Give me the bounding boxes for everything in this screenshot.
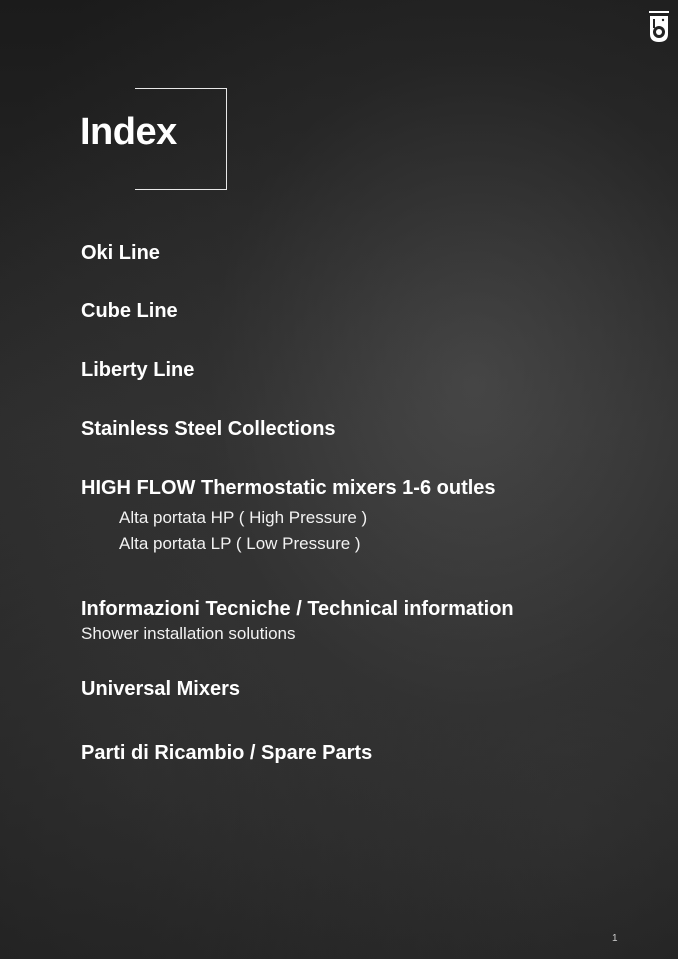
toc-item-oki-line[interactable]: Oki Line <box>81 242 160 264</box>
toc-item-spare-parts[interactable]: Parti di Ricambio / Spare Parts <box>81 742 373 764</box>
toc-item-stainless-steel[interactable]: Stainless Steel Collections <box>81 418 336 440</box>
toc-subitem-high-pressure[interactable]: Alta portata HP ( High Pressure ) <box>119 508 368 527</box>
toc-item-technical-information[interactable]: Informazioni Tecniche / Technical information <box>81 598 514 620</box>
page-title: Index <box>80 111 177 153</box>
toc-item-universal-mixers[interactable]: Universal Mixers <box>81 678 240 700</box>
toc-item-liberty-line[interactable]: Liberty Line <box>81 359 195 381</box>
toc-item-subtitle: Shower installation solutions <box>81 624 296 643</box>
toc-item-cube-line[interactable]: Cube Line <box>81 300 178 322</box>
toc-item-high-flow[interactable]: HIGH FLOW Thermostatic mixers 1-6 outles <box>81 477 496 499</box>
page-number: 1 <box>612 933 618 944</box>
brand-logo-icon <box>648 10 670 44</box>
toc-subitem-low-pressure[interactable]: Alta portata LP ( Low Pressure ) <box>119 534 361 553</box>
